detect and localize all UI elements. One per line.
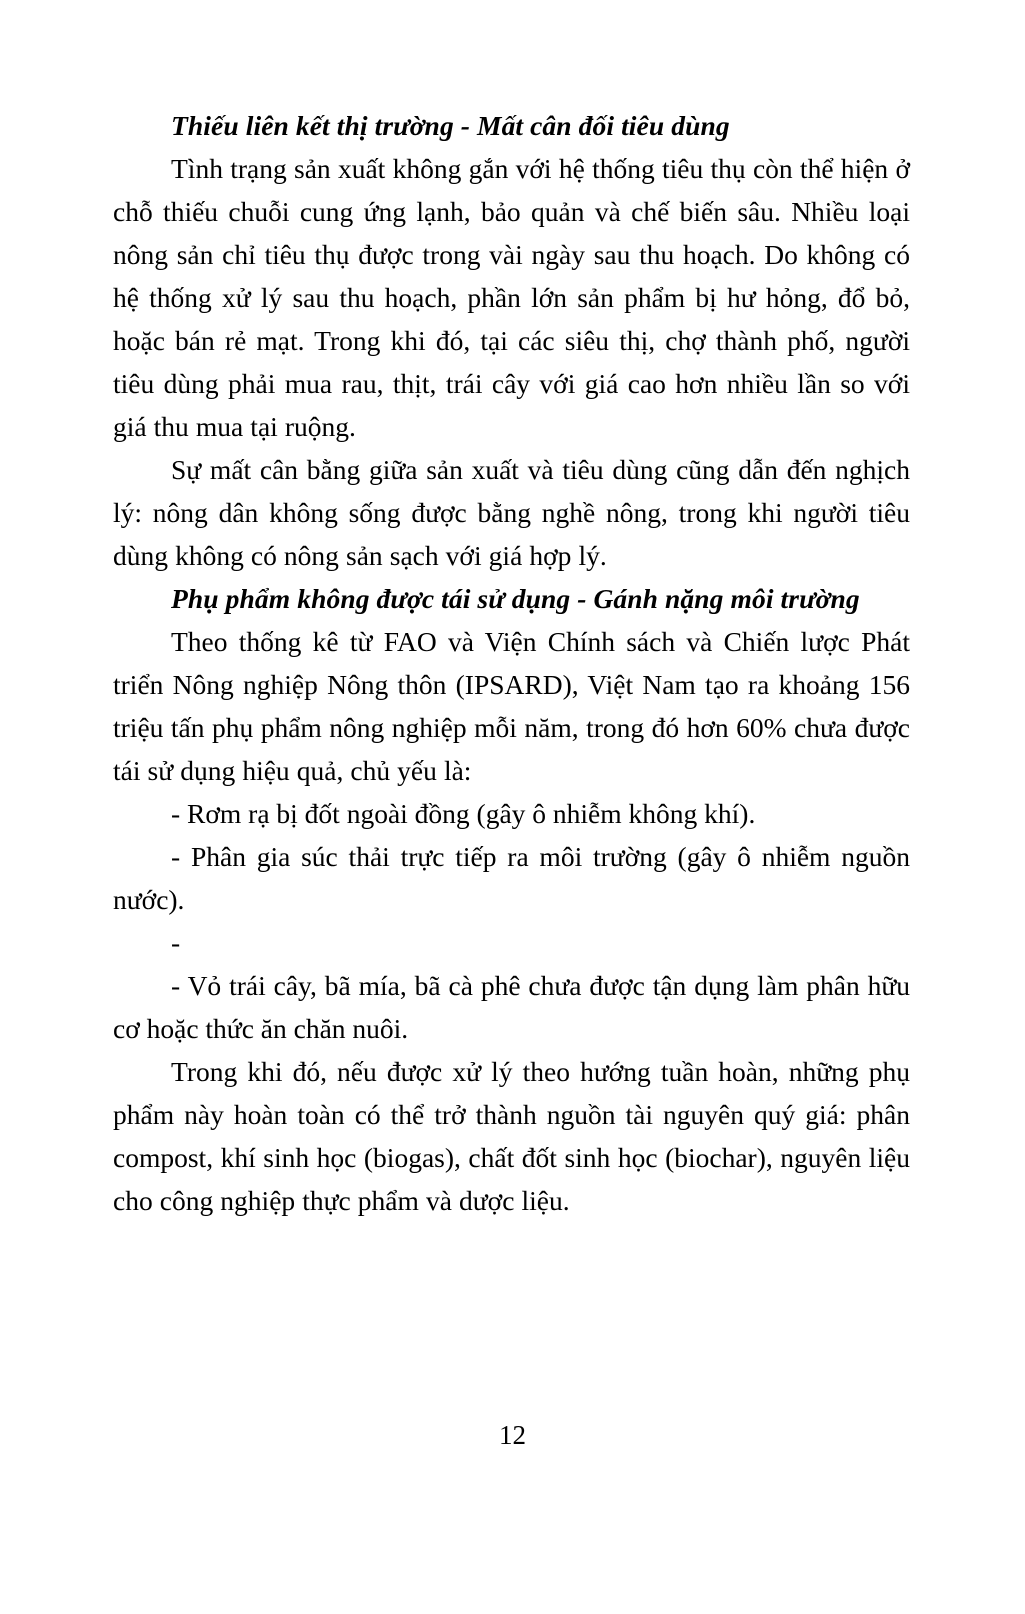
list-item-fruit-peel-bagasse: - Vỏ trái cây, bã mía, bã cà phê chưa được tận dụng làm phân hữu cơ hoặc thức ăn chăn nuôi. — [113, 970, 910, 1044]
list-item-livestock-manure: - Phân gia súc thải trực tiếp ra môi trường (gây ô nhiễm nguồn nước). — [113, 841, 910, 915]
paragraph-fao-ipsard-statistics: Theo thống kê từ FAO và Viện Chính sách và Chiến lược Phát triển Nông nghiệp Nông thôn (IPSARD), Việt Nam tạo ra khoảng 156 triệu tấn phụ phẩm nông nghiệp mỗi năm, trong đó hơn 60% chưa được tái sử dụng hiệu quả, chủ yếu là: — [113, 626, 910, 786]
paragraph-production-consumption: Tình trạng sản xuất không gắn với hệ thống tiêu thụ còn thể hiện ở chỗ thiếu chuỗi cung ứng lạnh, bảo quản và chế biến sâu. Nhiều loại nông sản chỉ tiêu thụ được trong vài ngày sau thu hoạch. Do không có hệ thống xử lý sau thu hoạch, phần lớn sản phẩm bị hư hỏng, đổ bỏ, hoặc bán rẻ mạt. Trong khi đó, tại các siêu thị, chợ thành phố, người tiêu dùng phải mua rau, thịt, trái cây với giá cao hơn nhiều lần so với giá thu mua tại ruộng. — [113, 153, 910, 442]
paragraph-circular-processing: Trong khi đó, nếu được xử lý theo hướng tuần hoàn, những phụ phẩm này hoàn toàn có thể trở thành nguồn tài nguyên quý giá: phân compost, khí sinh học (biogas), chất đốt sinh học (biochar), nguyên liệu cho công nghiệp thực phẩm và dược liệu. — [113, 1056, 910, 1216]
page-number: 12 — [499, 1420, 526, 1450]
list-item-straw-burning: - Rơm rạ bị đốt ngoài đồng (gây ô nhiễm không khí). — [171, 798, 756, 829]
section-heading-byproducts-environment: Phụ phẩm không được tái sử dụng - Gánh nặng môi trường — [171, 583, 860, 614]
paragraph-imbalance-paradox: Sự mất cân bằng giữa sản xuất và tiêu dùng cũng dẫn đến nghịch lý: nông dân không sống được bằng nghề nông, trong khi người tiêu dùng không có nông sản sạch với giá hợp lý. — [113, 454, 910, 571]
section-heading-market-linkage: Thiếu liên kết thị trường - Mất cân đối tiêu dùng — [171, 110, 730, 141]
page-content — [113, 104, 910, 1222]
list-item-empty-dash: - — [171, 927, 181, 958]
